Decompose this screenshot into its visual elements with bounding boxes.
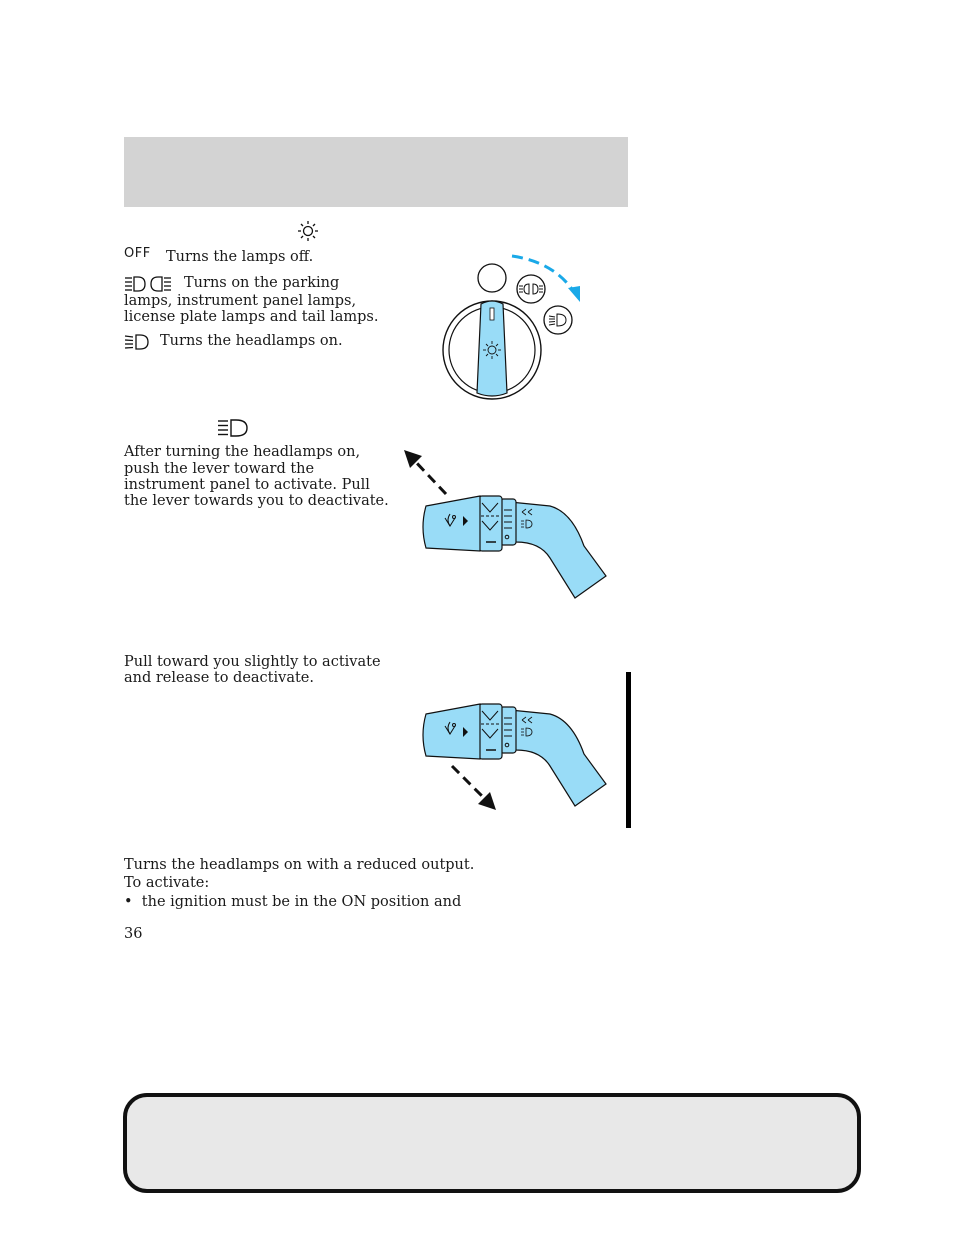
- footer-box: [123, 1093, 861, 1193]
- high-beam-icon: [217, 418, 249, 438]
- flash-to-pass-line-2: and release to deactivate.: [124, 670, 314, 686]
- off-description: Turns the lamps off.: [166, 249, 314, 265]
- push-direction-arrow: [412, 458, 446, 494]
- drl-line-2: To activate:: [124, 875, 210, 891]
- high-beams-line-3: instrument panel to activate. Pull: [124, 477, 370, 493]
- rotation-arrow-head: [568, 286, 580, 302]
- lever-arm: [510, 710, 606, 806]
- multifunction-lever-pull-figure: [400, 654, 610, 814]
- section-header-band: [124, 137, 628, 207]
- drl-line-1: Turns the headlamps on with a reduced output.: [124, 857, 475, 873]
- off-label: OFF: [124, 246, 151, 261]
- pull-direction-arrow: [452, 766, 486, 800]
- high-beams-line-1: After turning the headlamps on,: [124, 444, 361, 460]
- high-beams-line-2: push the lever toward the: [124, 461, 315, 477]
- drl-bullet-item: [124, 894, 461, 911]
- revision-change-bar: [626, 672, 631, 828]
- parking-lamps-line-1: Turns on the parking: [184, 275, 340, 291]
- headlamps-icon: [124, 333, 150, 351]
- bullet-marker: •: [124, 894, 142, 910]
- parking-lamps-line-3: license plate lamps and tail lamps.: [124, 309, 379, 325]
- lever-arm: [510, 502, 606, 598]
- multifunction-lever-push-figure: [400, 446, 610, 602]
- page-number: 36: [124, 926, 143, 942]
- parking-lamps-icon: [124, 275, 172, 293]
- high-beams-line-4: the lever towards you to deactivate.: [124, 493, 389, 509]
- knob-indicator: [490, 308, 494, 320]
- flash-to-pass-line-1: Pull toward you slightly to activate: [124, 654, 381, 670]
- headlamps-position-marker: [544, 306, 572, 334]
- parking-lamps-line-2: lamps, instrument panel lamps,: [124, 293, 357, 309]
- headlamp-control-dial-figure: [436, 248, 586, 404]
- off-position-marker: [478, 264, 506, 292]
- sun-headlamp-control-icon: [296, 220, 320, 242]
- drl-bullet-text: the ignition must be in the ON position and: [141, 894, 462, 910]
- headlamps-description: Turns the headlamps on.: [160, 333, 343, 349]
